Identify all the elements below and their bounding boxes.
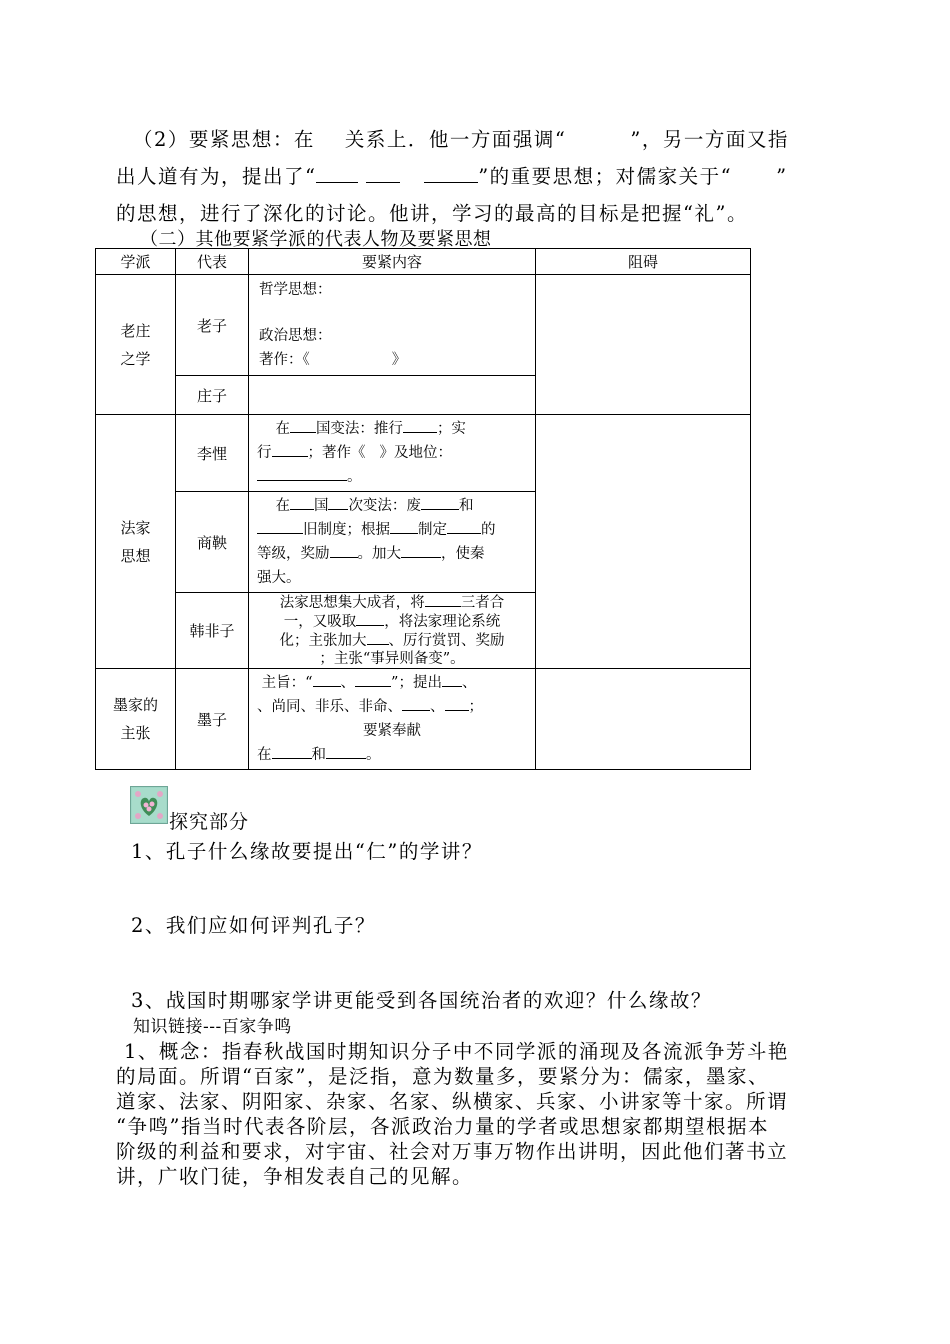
text: 化；主张加大 (279, 633, 367, 649)
header-school: 学派 (96, 249, 176, 275)
text: 墨家的 (112, 696, 158, 714)
knowledge-line-5: 阶级的利益和要求，对宇宙、社会对万事万物作出讲明，因此他们著书立 (116, 1140, 789, 1163)
header-content: 要紧内容 (249, 249, 536, 275)
header-influence: 阻碍 (536, 249, 751, 275)
text: 关系上．他一方面强调“ (344, 128, 567, 151)
text: 要紧奉献 (363, 723, 421, 739)
text: 在 (257, 747, 272, 763)
question-3: 3、战国时期哪家学讲更能受到各国统治者的欢迎？什么缘故？ (131, 989, 712, 1012)
text: 、厉行赏罚、奖励 (388, 633, 505, 649)
text: 。加大 (357, 546, 401, 562)
text: ” (776, 165, 788, 188)
text: 强大。 (257, 570, 301, 586)
knowledge-line-3: 道家、法家、阴阳家、杂家、名家、纵横家、兵家、小讲家等十家。所谓 (116, 1090, 789, 1113)
text: 、 (430, 699, 445, 715)
text: 国 (313, 498, 329, 514)
text: 、 (340, 675, 356, 691)
knowledge-line-6: 讲，广收门徒，争相发表自己的见解。 (116, 1165, 474, 1188)
text: 法家思想集大成者，将 (279, 595, 425, 611)
text: 哲学思想： (259, 282, 332, 298)
text: 》 (391, 352, 407, 368)
text: ； (468, 699, 483, 715)
text: 主旨：“ (261, 675, 313, 691)
text: 和 (458, 498, 474, 514)
para-line-3: 的思想，进行了深化的讨论。他讲，学习的最高的目标是把握“礼”。 (116, 202, 748, 225)
rep-mozi: 墨子 (176, 669, 249, 770)
text: 在 (275, 421, 290, 437)
text: （2）要紧思想：在 (133, 128, 315, 151)
content-likui (249, 415, 536, 492)
text: 思想 (120, 546, 151, 565)
text: ”，另一方面又指 (630, 128, 789, 151)
text: 和 (311, 747, 326, 763)
rep-hanfeizi: 韩非子 (176, 593, 249, 669)
rep-zhuangzi: 庄子 (176, 376, 249, 415)
blank (366, 166, 400, 183)
text: 次变法：废 (348, 498, 421, 514)
para-line-2 (116, 161, 788, 189)
explore-title: 探究部分 (169, 811, 250, 833)
influence-laozhuang (536, 275, 751, 415)
header-representative: 代表 (176, 249, 249, 275)
text: 、尚同、非乐、非命、 (257, 699, 402, 715)
content-shangyang (249, 492, 536, 593)
text: 旧制度；根据 (303, 522, 390, 538)
text: 的 (481, 522, 496, 538)
blank (424, 166, 478, 183)
para-line-1 (133, 124, 789, 152)
text: ，使秦 (441, 546, 485, 562)
text: ”；提出 (391, 675, 442, 691)
school-mojia (96, 669, 176, 770)
text: ；著作《 (307, 445, 366, 461)
section-title: （二）其他要紧学派的代表人物及要紧思想 (140, 229, 492, 250)
text: 。 (347, 469, 362, 485)
knowledge-line-2: 的局面。所谓“百家”，是泛指，意为数量多，要紧分为：儒家，墨家、 (116, 1065, 769, 1088)
text: 行 (257, 445, 272, 461)
schools-table (95, 248, 751, 770)
text: 。 (366, 747, 381, 763)
text: 一，又吸取 (283, 614, 357, 630)
text: 老庄 (120, 321, 151, 340)
text: ；实 (436, 421, 466, 437)
influence-mojia (536, 669, 751, 770)
knowledge-line-1: 1、概念：指春秋战国时期知识分子中不同学派的涌现及各流派争芳斗艳 (124, 1040, 789, 1063)
text: 在 (275, 498, 290, 514)
rep-likui: 李悝 (176, 415, 249, 492)
blank (316, 166, 358, 183)
content-mozi (249, 669, 536, 770)
text: 之学 (120, 349, 151, 368)
text: ，将法家理论系统 (384, 614, 501, 630)
text: 、 (461, 675, 477, 691)
question-1: 1、孔子什么缘故要提出“仁”的学讲？ (131, 840, 483, 863)
text: ”的重要思想；对儒家关于“ (478, 165, 733, 188)
rep-shangyang: 商鞅 (176, 492, 249, 593)
text: ；主张“事异则备变”。 (319, 651, 465, 667)
text: 国变法：推行 (315, 421, 403, 437)
text: 著作：《 (259, 352, 310, 368)
text: 三者合 (460, 595, 505, 611)
text: 出人道有为，提出了“ (116, 165, 317, 188)
flower-icon (130, 786, 168, 824)
influence-fajia (536, 415, 751, 669)
text: 政治思想： (259, 328, 332, 344)
text: 制定 (418, 522, 447, 538)
text: 主张 (120, 724, 151, 742)
content-zhuangzi (249, 376, 536, 415)
school-laozhuang (96, 275, 176, 415)
text: 》及地位： (379, 445, 452, 461)
question-2: 2、我们应如何评判孔子？ (131, 914, 376, 937)
knowledge-title: 知识链接---百家争鸣 (133, 1017, 292, 1037)
content-laozi (249, 275, 536, 376)
content-hanfeizi (249, 593, 536, 669)
text: 法家 (120, 518, 151, 537)
text: 等级，奖励 (257, 546, 330, 562)
school-fajia (96, 415, 176, 669)
knowledge-line-4: “争鸣”指当时代表各阶层，各派政治力量的学者或思想家都期望根据本 (116, 1115, 769, 1138)
rep-laozi: 老子 (176, 275, 249, 376)
